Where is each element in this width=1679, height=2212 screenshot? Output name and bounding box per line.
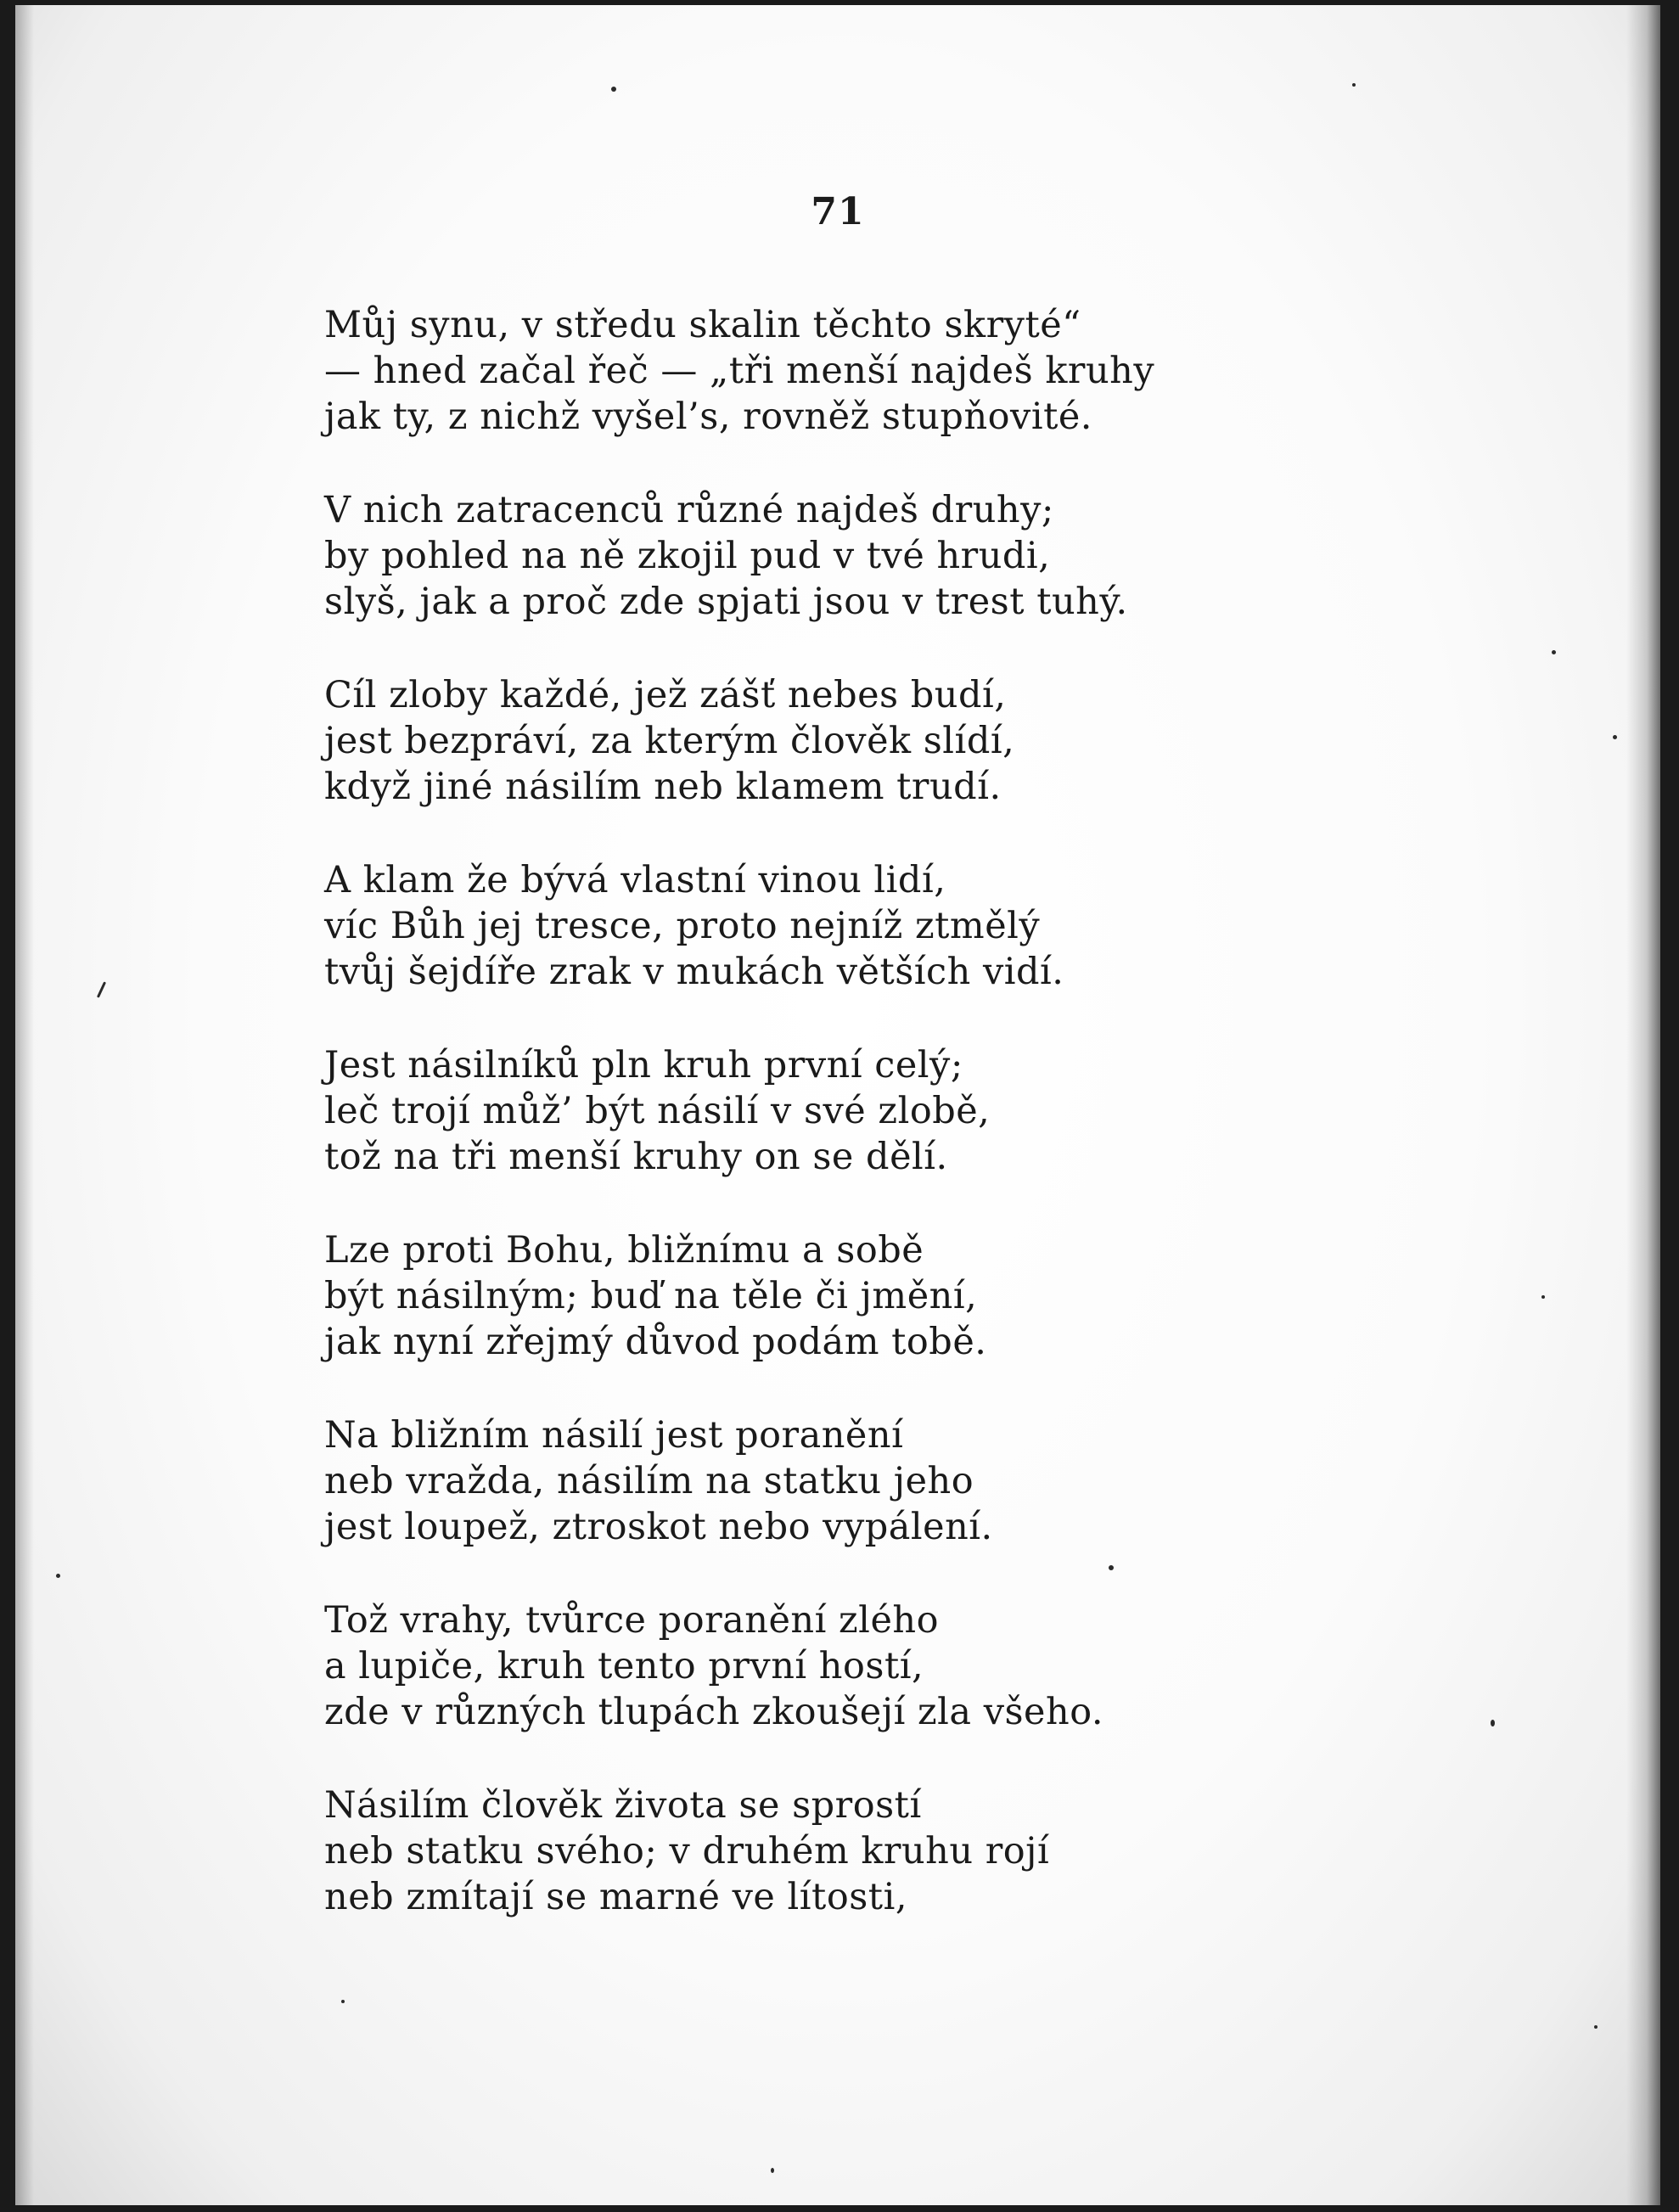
verse-line: jak ty, z nichž vyšel’s, rovněž stupňovité.	[324, 396, 1092, 438]
verse-line: tož na tři menší kruhy on se dělí.	[324, 1136, 948, 1178]
verse-line: neb zmítají se marné ve lítosti,	[324, 1876, 907, 1918]
verse-line: Lze proti Bohu, bližnímu a sobě	[324, 1229, 924, 1272]
stanza-8	[324, 1597, 1343, 1735]
verse-line: V nich zatracenců různé najdeš druhy;	[324, 489, 1054, 531]
scan-speck	[97, 981, 106, 997]
verse-line: Na bližním násilí jest poranění	[324, 1414, 904, 1457]
verse-line: tvůj šejdíře zrak v mukách větších vidí.	[324, 951, 1064, 993]
scan-speck	[1613, 735, 1617, 739]
verse-line: Násilím člověk života se sprostí	[324, 1784, 922, 1827]
stanza-2	[324, 487, 1343, 625]
verse-line: když jiné násilím neb klamem trudí.	[324, 766, 1002, 808]
verse-line: by pohled na ně zkojil pud v tvé hrudi,	[324, 535, 1051, 577]
stanza-6	[324, 1227, 1343, 1365]
verse-line: jak nyní zřejmý důvod podám tobě.	[324, 1321, 987, 1363]
page-right-shadow	[1626, 5, 1660, 2205]
verse-line: být násilným; buď na těle či jmění,	[324, 1275, 978, 1317]
verse-line: — hned začal řeč — „tři menší najdeš kruhy	[324, 350, 1155, 392]
scan-speck	[1552, 650, 1556, 654]
verse-line: víc Bůh jej tresce, proto nejníž ztmělý	[324, 905, 1041, 947]
scan-speck	[611, 87, 616, 92]
poem-text	[324, 302, 1343, 1968]
verse-line: jest bezpráví, za kterým člověk slídí,	[324, 720, 1015, 762]
book-page	[15, 5, 1660, 2205]
page-left-shadow	[15, 5, 34, 2205]
scan-speck	[1594, 2025, 1598, 2029]
stanza-5	[324, 1042, 1343, 1180]
scan-speck	[1352, 83, 1356, 87]
scan-speck	[1491, 1720, 1495, 1726]
verse-line: Můj synu, v středu skalin těchto skryté“	[324, 304, 1081, 346]
verse-line: Tož vrahy, tvůrce poranění zlého	[324, 1599, 939, 1642]
verse-line: zde v různých tlupách zkoušejí zla všeho.	[324, 1691, 1103, 1733]
verse-line: leč trojí můž’ být násilí v své zlobě,	[324, 1090, 991, 1132]
scan-speck	[1109, 1565, 1114, 1570]
page-number: 71	[811, 190, 865, 233]
verse-line: A klam že bývá vlastní vinou lidí,	[324, 859, 946, 901]
stanza-1	[324, 302, 1343, 440]
scan-speck	[771, 2168, 774, 2173]
verse-line: jest loupež, ztroskot nebo vypálení.	[324, 1506, 993, 1548]
stanza-3	[324, 672, 1343, 810]
stanza-7	[324, 1412, 1343, 1550]
verse-line: neb statku svého; v druhém kruhu rojí	[324, 1830, 1050, 1872]
verse-line: slyš, jak a proč zde spjati jsou v trest tuhý.	[324, 581, 1128, 623]
verse-line: Jest násilníků pln kruh první celý;	[324, 1044, 963, 1086]
scan-speck	[341, 2000, 345, 2003]
scan-speck	[56, 1574, 60, 1578]
scan-speck	[1541, 1295, 1545, 1299]
verse-line: a lupiče, kruh tento první hostí,	[324, 1645, 924, 1687]
verse-line: Cíl zloby každé, jež zášť nebes budí,	[324, 674, 1007, 716]
stanza-9	[324, 1783, 1343, 1920]
stanza-4	[324, 857, 1343, 995]
verse-line: neb vražda, násilím na statku jeho	[324, 1460, 974, 1502]
